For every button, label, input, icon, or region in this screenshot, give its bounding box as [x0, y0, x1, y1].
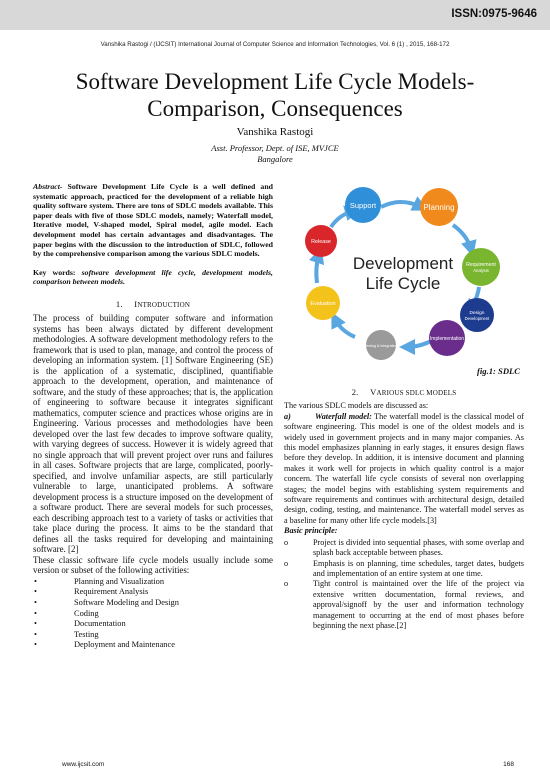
author-name: Vanshika Rastogi	[236, 126, 314, 138]
author-affiliation	[0, 143, 550, 165]
abstract	[33, 182, 273, 259]
left-column	[33, 182, 273, 651]
section-heading-introduction	[33, 299, 273, 310]
activities-list	[33, 577, 273, 651]
section-number: 1.	[115, 298, 123, 309]
list-item: • Testing	[33, 630, 273, 641]
waterfall-label: a) Waterfall model:	[284, 411, 372, 421]
models-intro: The various SDLC models are discussed as:	[284, 401, 429, 411]
activities-intro: These classic software life cycle models usually include some version or subset of the following activities:	[33, 554, 273, 576]
list-item: • Deployment and Maintenance	[33, 640, 273, 651]
svg-text:Analysis: Analysis	[473, 268, 489, 273]
requirement-node	[462, 248, 500, 286]
diagram-title-line2: Life Cycle	[365, 274, 441, 293]
issn-label: ISSN:0975-9646	[451, 8, 537, 20]
svg-text:Development: Development	[464, 316, 490, 321]
cycle-arrow	[453, 225, 471, 249]
list-item: o Project is divided into sequential phases, with some overlap and splash back acceptable between phases.	[284, 538, 524, 559]
footer-website: www.ijcsit.com	[62, 761, 105, 768]
section-title-rest: NTRODUCTION	[137, 300, 191, 309]
affiliation-dept: Asst. Professor, Dept. of ISE, MVJCE	[211, 143, 339, 153]
svg-text:Requirement: Requirement	[466, 262, 496, 268]
waterfall-paragraph	[284, 412, 524, 526]
affiliation-city: Bangalore	[257, 154, 293, 164]
cycle-arrow	[381, 202, 421, 207]
list-item: o Tight control is maintained over the life of the project via extensive written documentation, formal reviews, and approval/signoff by the user and information technology management to occurring at the end of most phases before beginning the next phase.[2]	[284, 579, 524, 631]
support-node	[345, 187, 381, 223]
section-number: 2.	[351, 387, 359, 397]
svg-text:Planning: Planning	[423, 203, 455, 212]
list-item: • Requirement Analysis	[33, 587, 273, 598]
svg-text:Release: Release	[311, 239, 331, 245]
svg-text:Support: Support	[349, 201, 377, 210]
basic-principle-label: Basic principle:	[284, 526, 338, 536]
section-first-letter: I	[134, 298, 138, 309]
design-node	[460, 298, 494, 332]
intro-paragraph: The process of building computer software and information systems has been always dictated by different development methodologies. A software development methodology refers to the framework that is used to plan, manage, and control the process of developing an information system. [1] Software Engineering (SE) is the application of a systematic, disciplined, quantifiable approach to the development, operation, and maintenance of software, and the study of these approaches; that is, the application of engineering to software because it integrates significant mathematics, computer science and practices whose origins are in Engineering. Various processes and methodologies have been developed over the last few decades to improve software quality, with varying degrees of success. However it is widely agreed that no single approach that will prevent project over runs and failures in all cases. Software projects that are large, complicated, poorly-specified, and involve unfamiliar aspects, are still particularly vulnerable to large, unanticipated problems. A software development process is a structure imposed on the development of a software product. There are several models for such processes, each describing approach test to a variety of tasks or activities that take place during the process. It aims to be the standard that defines all the tasks required for developing and maintaining software. [2]	[33, 313, 273, 555]
list-item: • Coding	[33, 609, 273, 620]
sdlc-cycle-diagram	[295, 183, 507, 361]
journal-citation-line: Vanshika Rastogi / (IJCSIT) International Journal of Computer Science and Information Technologies, Vol. 6 (1) , 2015, 168-172	[100, 41, 450, 48]
keywords-text: software development life cycle, development models, comparison between models.	[33, 267, 273, 287]
release-node	[305, 225, 337, 257]
page-number: 168	[503, 761, 514, 768]
list-item: • Software Modeling and Design	[33, 598, 273, 609]
list-item: • Documentation	[33, 619, 273, 630]
evaluation-node	[306, 286, 340, 320]
abstract-text: Software Development Life Cycle is a well defined and systematic approach, practiced for the development of a reliable high quality software system. There are tons of SDLC models available. This paper deals with five of those SDLC models, namely; Waterfall model, Iterative model, V-shaped model, Spiral model, agile model. Each development model has certain advantages and disadvantages. The paper begins with the discussion to the introduction of SDLC, followed by the comprehensive comparison among the various SDLC models.	[33, 182, 273, 259]
right-column	[284, 387, 524, 631]
keywords	[33, 268, 273, 287]
section-first-letter: V	[370, 387, 377, 397]
diagram-title-line1: Development	[352, 254, 454, 273]
sdlc-figure	[295, 183, 507, 361]
figure-caption: fig.1: SDLC	[477, 366, 520, 376]
svg-text:Testing & Integration: Testing & Integration	[364, 344, 398, 348]
list-item: • Planning and Visualization	[33, 577, 273, 588]
cycle-arrow	[316, 255, 319, 283]
section-title-rest: ARIOUS SDLC MODELS	[376, 389, 457, 397]
implementation-node	[429, 320, 465, 356]
planning-node	[420, 188, 458, 226]
waterfall-text: The waterfall model is the classical model of software engineering. This model is one of the oldest models and is widely used in government projects and in many major companies. As this model emphasizes planning in early stages, it ensures design flaws before they develop. In addition, it is intensive document and planning makes it work well for projects in which quality control is a major concern. The waterfall life cycle consists of several non overlapping stages; the model begins with establishing system requirements and software requirements and continues with architectural design, detailed design, coding, testing, and maintenance. The waterfall model serves as a baseline for many other life cycle models.[3]	[284, 411, 524, 525]
abstract-label: Abstract-	[33, 182, 63, 191]
testing-node	[365, 330, 398, 360]
svg-text:Implementation: Implementation	[429, 336, 465, 342]
svg-text:Evaluation: Evaluation	[310, 301, 336, 307]
keywords-label: Key words:	[33, 267, 76, 277]
paper-title: Software Development Life Cycle Models-Comparison, Consequences	[75, 69, 475, 121]
section-heading-models	[284, 387, 524, 398]
cycle-arrow	[335, 319, 355, 337]
svg-text:Design: Design	[469, 311, 485, 316]
list-item: o Emphasis is on planning, time schedules, target dates, budgets and implementation of an entire system at one time.	[284, 559, 524, 580]
issn-header-bar	[0, 0, 550, 30]
principles-list	[284, 538, 524, 632]
